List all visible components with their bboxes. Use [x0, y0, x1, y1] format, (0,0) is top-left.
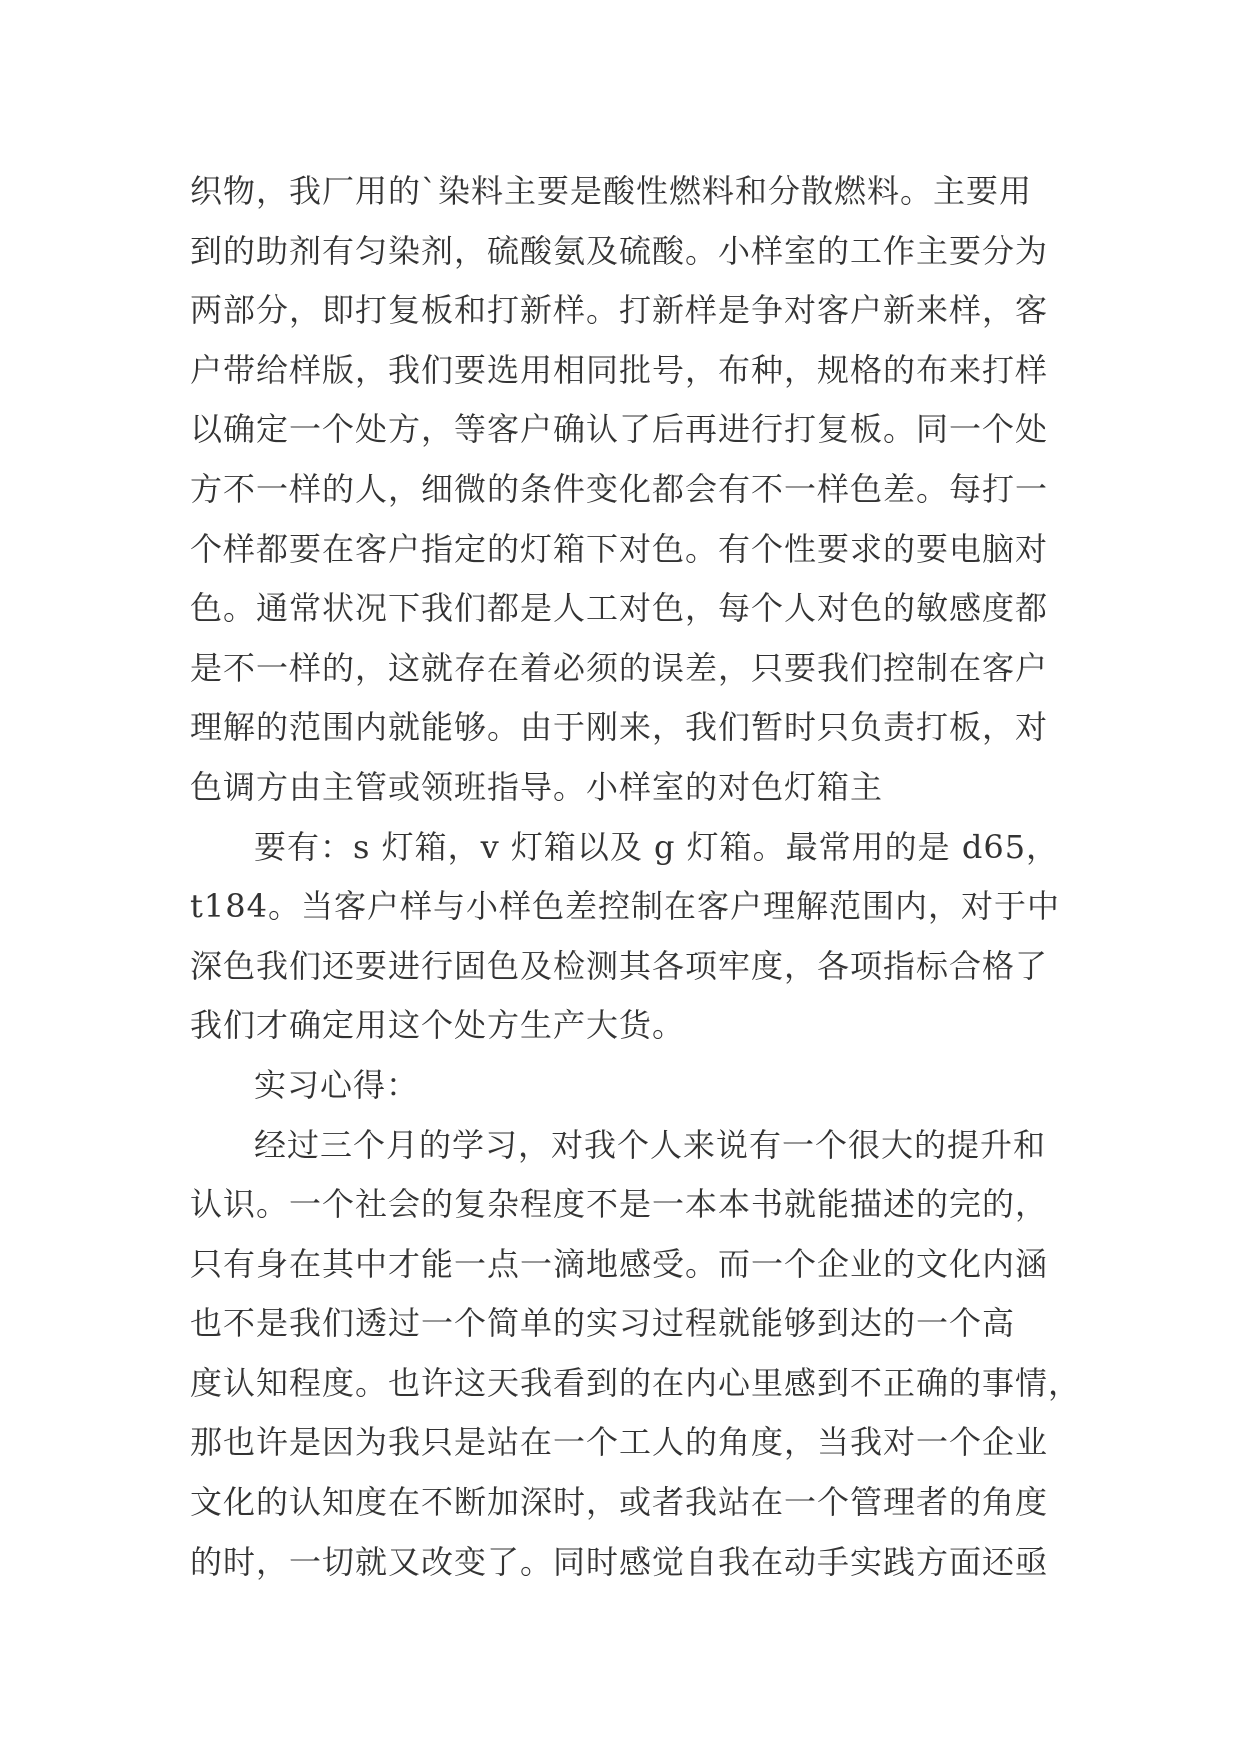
text-line: 也不是我们透过一个简单的实习过程就能够到达的一个高 [190, 1304, 1016, 1343]
text-line: 深色我们还要进行固色及检测其各项牢度，各项指标合格了 [190, 946, 1049, 985]
text-line: 那也许是因为我只是站在一个工人的角度，当我对一个企业 [190, 1423, 1049, 1462]
text-line: 方不一样的人，细微的条件变化都会有不一样色差。每打一 [190, 469, 1049, 508]
text-line: 认识。一个社会的复杂程度不是一本本书就能描述的完的， [190, 1185, 1049, 1224]
text-line: t184。当客户样与小样色差控制在客户理解范围内，对于中 [190, 887, 1060, 926]
text-line: 我们才确定用这个处方生产大货。 [190, 1006, 686, 1045]
text-line: 织物，我厂用的`染料主要是酸性燃料和分散燃料。主要用 [190, 172, 1033, 210]
paragraph-start-line: 经过三个月的学习，对我个人来说有一个很大的提升和 [254, 1125, 1047, 1164]
text-line: 理解的范围内就能够。由于刚来，我们暂时只负责打板，对 [190, 708, 1049, 747]
text-line: 只有身在其中才能一点一滴地感受。而一个企业的文化内涵 [190, 1244, 1049, 1283]
text-line: 的时，一切就又改变了。同时感觉自我在动手实践方面还亟 [190, 1542, 1049, 1581]
text-line: 以确定一个处方，等客户确认了后再进行打复板。同一个处 [190, 410, 1049, 449]
section-heading: 实习心得： [254, 1065, 420, 1104]
text-line: 度认知程度。也许这天我看到的在内心里感到不正确的事情， [190, 1363, 1082, 1402]
text-line: 个样都要在客户指定的灯箱下对色。有个性要求的要电脑对 [190, 529, 1049, 568]
paragraph-start-line: 要有：s 灯箱，v 灯箱以及 g 灯箱。最常用的是 d65， [254, 827, 1060, 866]
text-line: 色。通常状况下我们都是人工对色，每个人对色的敏感度都 [190, 589, 1049, 628]
text-line: 文化的认知度在不断加深时，或者我站在一个管理者的角度 [190, 1483, 1049, 1522]
text-line: 是不一样的，这就存在着必须的误差，只要我们控制在客户 [190, 648, 1049, 687]
text-line: 到的助剂有匀染剂，硫酸氨及硫酸。小样室的工作主要分为 [190, 231, 1049, 270]
text-line: 色调方由主管或领班指导。小样室的对色灯箱主 [190, 767, 884, 806]
text-line: 户带给样版，我们要选用相同批号，布种，规格的布来打样 [190, 350, 1049, 389]
text-line: 两部分，即打复板和打新样。打新样是争对客户新来样，客 [190, 291, 1049, 330]
body-text [190, 162, 1082, 1592]
